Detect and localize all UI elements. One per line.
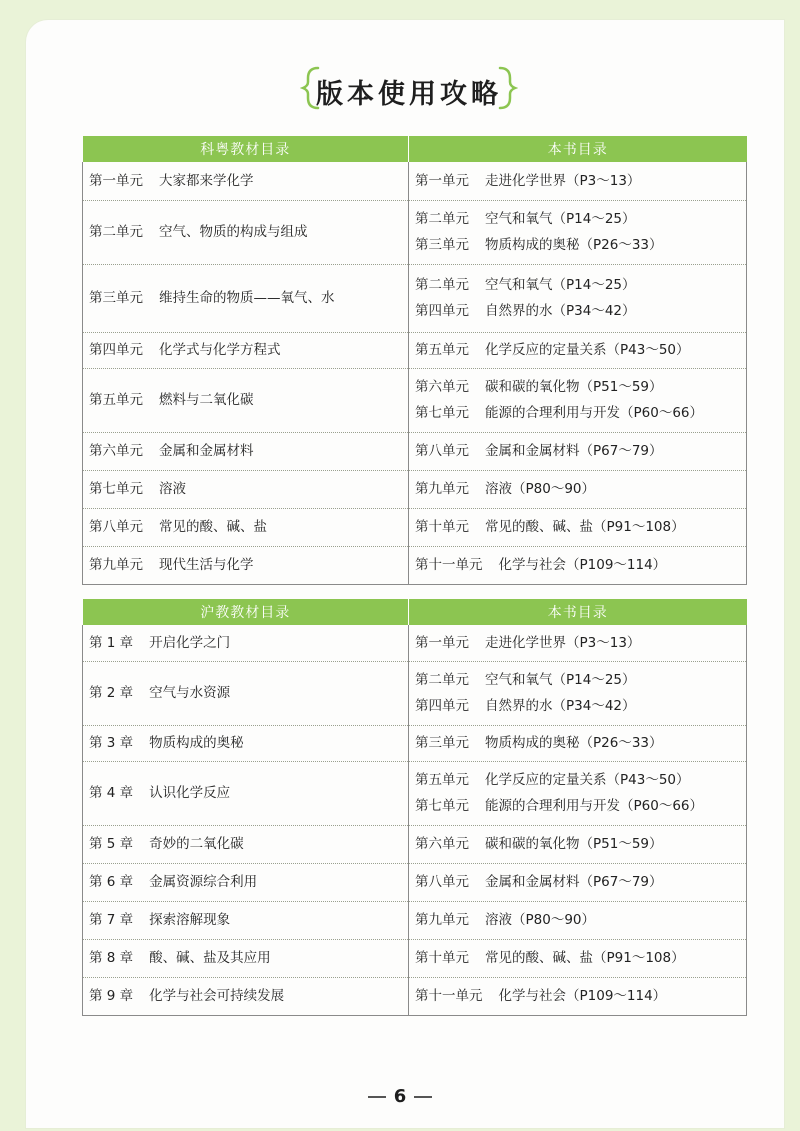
book-unit-number: 第四单元 [415,698,469,714]
right-header: 本书目录 [409,136,747,162]
footer-dash-right [414,1096,432,1098]
book-unit-number: 第三单元 [415,735,469,751]
textbook-chapter-cell [83,825,409,863]
page-footer [0,1086,800,1107]
chapter-title: 溶液 [159,481,186,497]
book-unit-cell [409,825,747,863]
chapter-title: 维持生命的物质——氧气、水 [159,290,335,306]
textbook-chapter-cell [83,863,409,901]
book-unit-number: 第三单元 [415,237,469,253]
book-unit-entry [415,514,746,540]
chapter-entry [89,219,408,245]
chapter-title: 空气与水资源 [149,685,231,701]
book-unit-cell [409,725,747,761]
book-unit-title: 空气和氧气（P14～25） [485,277,636,293]
book-unit-entry [415,337,746,363]
book-unit-title: 化学反应的定量关系（P43～50） [485,342,690,358]
book-unit-number: 第七单元 [415,798,469,814]
chapter-entry [89,337,408,363]
textbook-chapter-cell [83,368,409,432]
book-unit-cell [409,977,747,1015]
chapter-number: 第一单元 [89,172,143,189]
textbook-chapter-cell [83,661,409,725]
book-unit-cell [409,508,747,546]
right-header: 本书目录 [409,599,747,625]
book-unit-number: 第九单元 [415,481,469,497]
table-row [83,162,747,200]
book-unit-entry [415,476,746,502]
chapter-title: 物质构成的奥秘 [149,735,244,751]
book-unit-title: 化学反应的定量关系（P43～50） [485,772,690,788]
chapter-title: 开启化学之门 [149,634,231,651]
page-title: 版本使用攻略 [316,79,502,110]
chapter-title: 金属和金属材料 [159,443,254,459]
chapter-title: 大家都来学化学 [159,172,254,189]
left-header: 科粤教材目录 [83,136,409,162]
textbook-chapter-cell [83,901,409,939]
table-row [83,863,747,901]
book-unit-entry [415,232,746,258]
textbook-chapter-cell [83,332,409,368]
chapter-number: 第 1 章 [89,634,134,651]
chapter-number: 第九单元 [89,557,143,573]
chapter-title: 化学与社会可持续发展 [149,988,285,1004]
table-row [83,432,747,470]
book-unit-number: 第二单元 [415,672,469,688]
table-header-row [83,136,747,162]
book-unit-cell [409,863,747,901]
textbook-chapter-cell [83,939,409,977]
chapter-title: 奇妙的二氧化碳 [149,836,244,852]
book-unit-entry [415,400,746,426]
book-unit-number: 第六单元 [415,379,469,395]
textbook-chapter-cell [83,264,409,332]
book-unit-cell [409,901,747,939]
book-unit-title: 化学与社会（P109～114） [498,557,667,573]
book-unit-cell [409,162,747,200]
chapter-number: 第四单元 [89,342,143,358]
chapter-number: 第五单元 [89,392,143,408]
chapter-entry [89,476,408,502]
book-unit-entry [415,298,746,324]
table-row [83,901,747,939]
textbook-chapter-cell [83,725,409,761]
chapter-number: 第 5 章 [89,836,134,852]
chapter-entry [89,680,408,706]
book-unit-entry [415,831,746,857]
table-row [83,332,747,368]
chapter-number: 第六单元 [89,443,143,459]
chapter-title: 常见的酸、碱、盐 [159,519,267,535]
book-unit-number: 第九单元 [415,912,469,928]
book-unit-entry [415,206,746,232]
book-unit-entry [415,983,746,1009]
chapter-number: 第三单元 [89,290,143,306]
book-unit-number: 第十单元 [415,950,469,966]
book-unit-title: 走进化学世界（P3～13） [485,634,641,651]
book-unit-entry [415,438,746,464]
chapter-number: 第 4 章 [89,785,134,801]
book-unit-title: 能源的合理利用与开发（P60～66） [485,798,703,814]
book-unit-entry [415,374,746,400]
chapter-title: 燃料与二氧化碳 [159,392,254,408]
book-unit-cell [409,761,747,825]
book-unit-cell [409,625,747,661]
chapter-number: 第二单元 [89,224,143,240]
book-unit-title: 化学与社会（P109～114） [498,988,667,1004]
chapter-entry [89,387,408,413]
chapter-entry [89,168,408,194]
chapter-title: 认识化学反应 [149,785,231,801]
chapter-number: 第 7 章 [89,912,134,928]
book-unit-number: 第五单元 [415,342,469,358]
table-row [83,508,747,546]
book-unit-title: 碳和碳的氧化物（P51～59） [485,836,663,852]
chapter-entry [89,780,408,806]
footer-dash-left [368,1096,386,1098]
textbook-chapter-cell [83,200,409,264]
book-unit-entry [415,168,746,194]
book-unit-title: 金属和金属材料（P67～79） [485,443,663,459]
table-row [83,470,747,508]
book-unit-cell [409,661,747,725]
chapter-title: 金属资源综合利用 [149,874,258,890]
textbook-chapter-cell [83,162,409,200]
chapter-entry [89,630,408,656]
chapter-entry [89,869,408,895]
left-header: 沪教教材目录 [83,599,409,625]
book-unit-title: 溶液（P80～90） [485,912,595,928]
textbook-chapter-cell [83,470,409,508]
title-banner [300,62,518,114]
table-row [83,546,747,584]
book-unit-cell [409,264,747,332]
book-unit-cell [409,200,747,264]
book-unit-cell [409,546,747,584]
book-unit-title: 碳和碳的氧化物（P51～59） [485,379,663,395]
book-unit-entry [415,693,746,719]
textbook-chapter-cell [83,432,409,470]
chapter-entry [89,730,408,756]
book-unit-entry [415,630,746,656]
book-unit-title: 常见的酸、碱、盐（P91～108） [485,519,685,535]
book-unit-title: 物质构成的奥秘（P26～33） [485,735,663,751]
book-unit-title: 空气和氧气（P14～25） [485,211,636,227]
book-unit-title: 走进化学世界（P3～13） [485,172,641,189]
book-unit-title: 自然界的水（P34～42） [485,698,636,714]
book-unit-title: 空气和氧气（P14～25） [485,672,636,688]
book-unit-entry [415,272,746,298]
chapter-title: 酸、碱、盐及其应用 [149,950,271,966]
book-unit-cell [409,432,747,470]
book-unit-title: 常见的酸、碱、盐（P91～108） [485,950,685,966]
table-row [83,939,747,977]
table-row [83,725,747,761]
book-unit-entry [415,730,746,756]
textbook-chapter-cell [83,546,409,584]
book-unit-number: 第四单元 [415,303,469,319]
hujiao-toc-table [82,599,747,1016]
table-row [83,977,747,1015]
book-unit-number: 第六单元 [415,836,469,852]
book-unit-entry [415,667,746,693]
chapter-title: 空气、物质的构成与组成 [159,224,308,240]
book-unit-title: 能源的合理利用与开发（P60～66） [485,405,703,421]
book-unit-entry [415,907,746,933]
chapter-title: 现代生活与化学 [159,557,254,573]
book-unit-number: 第十一单元 [415,557,483,573]
book-unit-cell [409,470,747,508]
chapter-entry [89,945,408,971]
book-unit-number: 第五单元 [415,772,469,788]
chapter-title: 探索溶解现象 [149,912,231,928]
book-unit-number: 第八单元 [415,443,469,459]
chapter-number: 第七单元 [89,481,143,497]
book-unit-number: 第二单元 [415,211,469,227]
book-unit-entry [415,945,746,971]
table-row [83,761,747,825]
book-unit-number: 第一单元 [415,172,469,189]
book-unit-title: 溶液（P80～90） [485,481,595,497]
book-unit-number: 第二单元 [415,277,469,293]
chapter-entry [89,552,408,578]
chapter-entry [89,983,408,1009]
keyue-toc-table [82,136,747,585]
book-unit-cell [409,332,747,368]
table-row [83,661,747,725]
chapter-number: 第 3 章 [89,735,134,751]
page-number: 6 [393,1086,407,1107]
book-unit-number: 第一单元 [415,634,469,651]
book-unit-entry [415,767,746,793]
book-unit-cell [409,939,747,977]
book-unit-cell [409,368,747,432]
book-unit-title: 物质构成的奥秘（P26～33） [485,237,663,253]
chapter-number: 第 2 章 [89,685,134,701]
book-unit-entry [415,869,746,895]
book-unit-title: 自然界的水（P34～42） [485,303,636,319]
table-header-row [83,599,747,625]
chapter-entry [89,831,408,857]
chapter-entry [89,438,408,464]
chapter-entry [89,514,408,540]
textbook-chapter-cell [83,761,409,825]
chapter-title: 化学式与化学方程式 [159,342,281,358]
book-unit-title: 金属和金属材料（P67～79） [485,874,663,890]
book-unit-number: 第七单元 [415,405,469,421]
book-unit-number: 第十单元 [415,519,469,535]
book-unit-entry [415,793,746,819]
chapter-entry [89,907,408,933]
chapter-number: 第 6 章 [89,874,134,890]
chapter-entry [89,285,408,311]
chapter-number: 第 9 章 [89,988,134,1004]
table-row [83,368,747,432]
table-row [83,264,747,332]
chapter-number: 第 8 章 [89,950,134,966]
table-row [83,625,747,661]
textbook-chapter-cell [83,625,409,661]
table-row [83,825,747,863]
textbook-chapter-cell [83,508,409,546]
book-unit-entry [415,552,746,578]
book-unit-number: 第十一单元 [415,988,483,1004]
textbook-chapter-cell [83,977,409,1015]
table-row [83,200,747,264]
chapter-number: 第八单元 [89,519,143,535]
book-unit-number: 第八单元 [415,874,469,890]
